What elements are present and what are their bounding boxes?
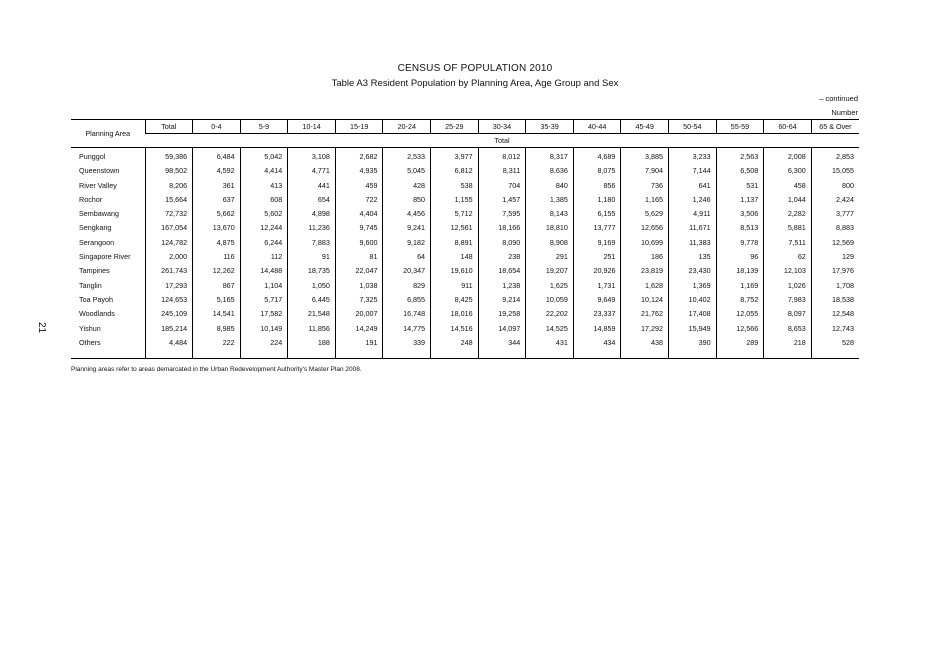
table-cell: 1,625 — [526, 279, 574, 293]
spacer-cell — [621, 350, 669, 359]
table-cell: 438 — [621, 336, 669, 350]
table-cell: 1,137 — [716, 193, 764, 207]
population-table — [71, 119, 859, 359]
sub-header-row — [71, 134, 859, 148]
table-cell: 9,214 — [478, 293, 526, 307]
table-cell: 8,097 — [764, 307, 812, 321]
table-cell: 911 — [431, 279, 479, 293]
table-cell: 8,206 — [145, 179, 193, 193]
table-cell: 5,042 — [240, 148, 288, 165]
table-cell: 18,810 — [526, 221, 574, 235]
spacer-cell — [716, 350, 764, 359]
table-cell: 5,881 — [764, 221, 812, 235]
table-cell: 14,488 — [240, 264, 288, 278]
table-row — [71, 250, 859, 264]
table-cell: 14,541 — [193, 307, 241, 321]
column-header: 10-14 — [288, 120, 336, 134]
table-cell: 1,165 — [621, 193, 669, 207]
table-cell: 2,008 — [764, 148, 812, 165]
planning-area-name: Tanglin — [79, 280, 102, 290]
table-cell: 2,682 — [335, 148, 383, 165]
table-cell: 7,511 — [764, 236, 812, 250]
spacer-cell — [669, 350, 717, 359]
spacer-cell — [288, 350, 336, 359]
table-cell: 531 — [716, 179, 764, 193]
table-cell: 124,653 — [145, 293, 193, 307]
table-cell: 9,600 — [335, 236, 383, 250]
table-cell: 135 — [669, 250, 717, 264]
table-cell: 9,169 — [573, 236, 621, 250]
column-header: 60-64 — [764, 120, 812, 134]
table-cell: 18,166 — [478, 221, 526, 235]
table-cell: 116 — [193, 250, 241, 264]
table-cell: 9,241 — [383, 221, 431, 235]
table-cell: 8,311 — [478, 164, 526, 178]
table-cell: 8,143 — [526, 207, 574, 221]
table-cell: 248 — [431, 336, 479, 350]
column-header: 65 & Over — [811, 120, 859, 134]
table-cell: 20,347 — [383, 264, 431, 278]
column-header: 15-19 — [335, 120, 383, 134]
table-cell: 148 — [431, 250, 479, 264]
table-cell: 6,484 — [193, 148, 241, 165]
table-row — [71, 148, 859, 165]
table-cell: 6,244 — [240, 236, 288, 250]
table-cell: 21,762 — [621, 307, 669, 321]
planning-area-name: River Valley — [79, 180, 117, 190]
table-cell: 1,457 — [478, 193, 526, 207]
column-header: 25-29 — [431, 120, 479, 134]
table-row — [71, 293, 859, 307]
table-cell: 8,985 — [193, 322, 241, 336]
table-cell: 81 — [335, 250, 383, 264]
spacer-cell — [811, 350, 859, 359]
table-cell: 361 — [193, 179, 241, 193]
spacer-cell — [383, 350, 431, 359]
table-cell: 13,777 — [573, 221, 621, 235]
table-cell: 9,778 — [716, 236, 764, 250]
table-cell: 1,104 — [240, 279, 288, 293]
table-cell: 413 — [240, 179, 288, 193]
table-cell: 2,000 — [145, 250, 193, 264]
table-cell: 23,819 — [621, 264, 669, 278]
table-row — [71, 193, 859, 207]
table-cell: 641 — [669, 179, 717, 193]
table-cell: 608 — [240, 193, 288, 207]
continued-label: – continued — [819, 94, 858, 103]
table-cell: 1,180 — [573, 193, 621, 207]
planning-area-name: Toa Payoh — [79, 294, 113, 304]
table-cell: 736 — [621, 179, 669, 193]
spacer-cell — [573, 350, 621, 359]
table-cell: 14,249 — [335, 322, 383, 336]
table-cell: 1,026 — [764, 279, 812, 293]
table-cell: 1,246 — [669, 193, 717, 207]
table-cell: 14,775 — [383, 322, 431, 336]
table-cell: 1,385 — [526, 193, 574, 207]
planning-area-name: Queenstown — [79, 166, 120, 176]
planning-area-name: Sengkang — [79, 223, 112, 233]
table-cell: 238 — [478, 250, 526, 264]
table-cell: 1,628 — [621, 279, 669, 293]
table-bottom-rule — [71, 350, 859, 359]
footnote: Planning areas refer to areas demarcated in the Urban Redevelopment Authority's Master Plan 2008. — [71, 366, 362, 373]
table-cell: 4,689 — [573, 148, 621, 165]
spacer-cell — [193, 350, 241, 359]
table-cell: 4,935 — [335, 164, 383, 178]
table-cell: 431 — [526, 336, 574, 350]
planning-area-name: Sembawang — [79, 209, 119, 219]
table-cell: 1,038 — [335, 279, 383, 293]
table-cell: 62 — [764, 250, 812, 264]
table-cell: 261,743 — [145, 264, 193, 278]
column-header: 5-9 — [240, 120, 288, 134]
table-cell: 11,856 — [288, 322, 336, 336]
table-cell: 59,386 — [145, 148, 193, 165]
table-cell: 2,563 — [716, 148, 764, 165]
table-cell: 4,771 — [288, 164, 336, 178]
table-cell: 20,926 — [573, 264, 621, 278]
table-cell: 434 — [573, 336, 621, 350]
table-row — [71, 264, 859, 278]
table-cell: 289 — [716, 336, 764, 350]
table-cell: 7,144 — [669, 164, 717, 178]
table-cell: 5,602 — [240, 207, 288, 221]
table-cell: 12,103 — [764, 264, 812, 278]
table-cell: 10,699 — [621, 236, 669, 250]
unit-label: Number — [831, 108, 858, 117]
table-cell: 1,238 — [478, 279, 526, 293]
table-cell: 1,155 — [431, 193, 479, 207]
table-cell: 91 — [288, 250, 336, 264]
table-cell: 5,717 — [240, 293, 288, 307]
table-cell: 8,090 — [478, 236, 526, 250]
table-cell: 7,595 — [478, 207, 526, 221]
table-cell: 4,404 — [335, 207, 383, 221]
table-cell: 22,047 — [335, 264, 383, 278]
table-cell: 6,812 — [431, 164, 479, 178]
table-cell: 7,883 — [288, 236, 336, 250]
table-cell: 5,662 — [193, 207, 241, 221]
table-row — [71, 336, 859, 350]
table-cell: 11,671 — [669, 221, 717, 235]
column-header-row — [71, 120, 859, 134]
table-cell: 10,149 — [240, 322, 288, 336]
spacer-cell — [71, 350, 145, 359]
table-cell: 167,054 — [145, 221, 193, 235]
table-cell: 867 — [193, 279, 241, 293]
table-cell: 12,548 — [811, 307, 859, 321]
table-cell: 12,566 — [716, 322, 764, 336]
table-cell: 339 — [383, 336, 431, 350]
table-cell: 458 — [764, 179, 812, 193]
table-row — [71, 322, 859, 336]
table-cell: 14,859 — [573, 322, 621, 336]
table-cell: 5,712 — [431, 207, 479, 221]
table-cell: 654 — [288, 193, 336, 207]
table-cell: 8,908 — [526, 236, 574, 250]
table-cell: 14,097 — [478, 322, 526, 336]
table-cell: 829 — [383, 279, 431, 293]
table-cell: 856 — [573, 179, 621, 193]
table-cell: 4,875 — [193, 236, 241, 250]
table-cell: 4,898 — [288, 207, 336, 221]
table-cell: 9,649 — [573, 293, 621, 307]
total-subheader: Total — [145, 134, 859, 148]
planning-area-name: Serangoon — [79, 237, 115, 247]
spacer-cell — [240, 350, 288, 359]
table-cell: 840 — [526, 179, 574, 193]
table-cell: 96 — [716, 250, 764, 264]
table-cell: 17,293 — [145, 279, 193, 293]
table-cell: 8,075 — [573, 164, 621, 178]
table-cell: 1,044 — [764, 193, 812, 207]
table-cell: 4,414 — [240, 164, 288, 178]
table-cell: 7,325 — [335, 293, 383, 307]
table-cell: 704 — [478, 179, 526, 193]
table-cell: 15,055 — [811, 164, 859, 178]
table-cell: 3,977 — [431, 148, 479, 165]
table-row — [71, 236, 859, 250]
table-cell: 18,654 — [478, 264, 526, 278]
table-cell: 2,424 — [811, 193, 859, 207]
table-row — [71, 164, 859, 178]
table-cell: 15,664 — [145, 193, 193, 207]
table-cell: 1,708 — [811, 279, 859, 293]
spacer-cell — [764, 350, 812, 359]
table-row — [71, 279, 859, 293]
table-cell: 8,317 — [526, 148, 574, 165]
table-cell: 800 — [811, 179, 859, 193]
table-cell: 17,976 — [811, 264, 859, 278]
table-cell: 22,202 — [526, 307, 574, 321]
table-cell: 17,408 — [669, 307, 717, 321]
table-cell: 8,653 — [764, 322, 812, 336]
table-cell: 8,883 — [811, 221, 859, 235]
table-cell: 11,236 — [288, 221, 336, 235]
table-cell: 12,561 — [431, 221, 479, 235]
table-cell: 722 — [335, 193, 383, 207]
table-cell: 19,207 — [526, 264, 574, 278]
table-cell: 1,050 — [288, 279, 336, 293]
table-cell: 20,007 — [335, 307, 383, 321]
table-cell: 3,108 — [288, 148, 336, 165]
table-cell: 23,430 — [669, 264, 717, 278]
table-cell: 5,629 — [621, 207, 669, 221]
table-cell: 9,182 — [383, 236, 431, 250]
table-cell: 528 — [811, 336, 859, 350]
table-cell: 17,582 — [240, 307, 288, 321]
table-row — [71, 179, 859, 193]
table-cell: 188 — [288, 336, 336, 350]
table-cell: 291 — [526, 250, 574, 264]
table-cell: 850 — [383, 193, 431, 207]
table-cell: 14,525 — [526, 322, 574, 336]
table-cell: 8,636 — [526, 164, 574, 178]
table-cell: 2,533 — [383, 148, 431, 165]
column-header: 35-39 — [526, 120, 574, 134]
table-cell: 1,731 — [573, 279, 621, 293]
table-cell: 12,743 — [811, 322, 859, 336]
spacer-cell — [145, 350, 193, 359]
spacer-cell — [431, 350, 479, 359]
table-cell: 14,516 — [431, 322, 479, 336]
table-cell: 3,777 — [811, 207, 859, 221]
table-cell: 10,124 — [621, 293, 669, 307]
table-cell: 459 — [335, 179, 383, 193]
table-cell: 124,782 — [145, 236, 193, 250]
table-cell: 390 — [669, 336, 717, 350]
table-cell: 251 — [573, 250, 621, 264]
table-cell: 7,983 — [764, 293, 812, 307]
page-number: 21 — [36, 321, 48, 334]
column-header: 30-34 — [478, 120, 526, 134]
table-cell: 2,853 — [811, 148, 859, 165]
planning-area-name: Punggol — [79, 152, 106, 161]
table-cell: 222 — [193, 336, 241, 350]
table-row — [71, 307, 859, 321]
table-cell: 224 — [240, 336, 288, 350]
table-cell: 10,059 — [526, 293, 574, 307]
column-header: Total — [145, 120, 193, 134]
table-cell: 6,445 — [288, 293, 336, 307]
table-row — [71, 207, 859, 221]
table-cell: 5,165 — [193, 293, 241, 307]
table-cell: 8,425 — [431, 293, 479, 307]
table-cell: 344 — [478, 336, 526, 350]
table-cell: 17,292 — [621, 322, 669, 336]
table-cell: 8,891 — [431, 236, 479, 250]
table-cell: 12,262 — [193, 264, 241, 278]
table-cell: 12,244 — [240, 221, 288, 235]
table-cell: 19,258 — [478, 307, 526, 321]
spacer-cell — [335, 350, 383, 359]
table-cell: 441 — [288, 179, 336, 193]
table-cell: 5,045 — [383, 164, 431, 178]
planning-area-header: Planning Area — [71, 120, 145, 148]
table-cell: 4,911 — [669, 207, 717, 221]
table-cell: 6,508 — [716, 164, 764, 178]
table-cell: 6,155 — [573, 207, 621, 221]
table-row — [71, 221, 859, 235]
table-cell: 18,538 — [811, 293, 859, 307]
planning-area-name: Woodlands — [79, 309, 115, 319]
table-cell: 23,337 — [573, 307, 621, 321]
table-cell: 12,656 — [621, 221, 669, 235]
table-cell: 9,745 — [335, 221, 383, 235]
column-header: 40-44 — [573, 120, 621, 134]
table-cell: 12,569 — [811, 236, 859, 250]
table-cell: 13,670 — [193, 221, 241, 235]
table-cell: 4,592 — [193, 164, 241, 178]
table-cell: 2,282 — [764, 207, 812, 221]
table-cell: 8,752 — [716, 293, 764, 307]
table-cell: 191 — [335, 336, 383, 350]
table-cell: 19,610 — [431, 264, 479, 278]
report-title: CENSUS OF POPULATION 2010 — [397, 63, 553, 74]
column-header: 45-49 — [621, 120, 669, 134]
table-cell: 18,735 — [288, 264, 336, 278]
table-cell: 186 — [621, 250, 669, 264]
spacer-cell — [478, 350, 526, 359]
column-header: 20-24 — [383, 120, 431, 134]
planning-area-name: Singapore River — [79, 252, 131, 262]
table-cell: 185,214 — [145, 322, 193, 336]
table-cell: 6,300 — [764, 164, 812, 178]
table-cell: 3,233 — [669, 148, 717, 165]
table-cell: 6,855 — [383, 293, 431, 307]
table-cell: 245,109 — [145, 307, 193, 321]
planning-area-name: Yishun — [79, 323, 101, 333]
table-cell: 18,016 — [431, 307, 479, 321]
table-cell: 98,502 — [145, 164, 193, 178]
planning-area-name: Tampines — [79, 266, 110, 276]
table-cell: 18,139 — [716, 264, 764, 278]
table-cell: 4,456 — [383, 207, 431, 221]
table-cell: 12,055 — [716, 307, 764, 321]
table-title: Table A3 Resident Population by Planning Area, Age Group and Sex — [331, 78, 619, 89]
table-cell: 1,169 — [716, 279, 764, 293]
table-cell: 15,949 — [669, 322, 717, 336]
table-cell: 3,506 — [716, 207, 764, 221]
table-cell: 1,369 — [669, 279, 717, 293]
planning-area-name: Rochor — [79, 194, 103, 204]
table-cell: 637 — [193, 193, 241, 207]
column-header: 55-59 — [716, 120, 764, 134]
table-cell: 11,383 — [669, 236, 717, 250]
table-cell: 10,402 — [669, 293, 717, 307]
table-cell: 3,885 — [621, 148, 669, 165]
table-cell: 428 — [383, 179, 431, 193]
spacer-cell — [526, 350, 574, 359]
table-cell: 538 — [431, 179, 479, 193]
table-cell: 72,732 — [145, 207, 193, 221]
table-cell: 7,904 — [621, 164, 669, 178]
table-cell: 64 — [383, 250, 431, 264]
table-cell: 16,748 — [383, 307, 431, 321]
column-header: 50-54 — [669, 120, 717, 134]
table-cell: 112 — [240, 250, 288, 264]
column-header: 0-4 — [193, 120, 241, 134]
table-cell: 8,012 — [478, 148, 526, 165]
planning-area-name: Others — [79, 337, 101, 347]
table-cell: 129 — [811, 250, 859, 264]
table-cell: 218 — [764, 336, 812, 350]
table-cell: 4,484 — [145, 336, 193, 350]
table-cell: 8,513 — [716, 221, 764, 235]
table-cell: 21,548 — [288, 307, 336, 321]
table-body — [71, 148, 859, 359]
